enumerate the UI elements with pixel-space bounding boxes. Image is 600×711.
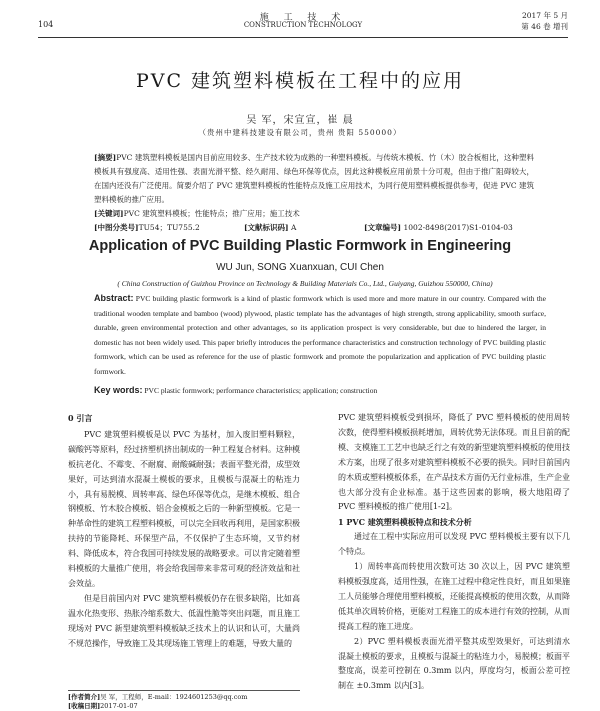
footnote-date-label: [收稿日期]	[68, 702, 101, 710]
article-number-label: [文章编号]	[364, 223, 402, 232]
section-1-heading: 1 PVC 建筑塑料模板特点和技术分析	[338, 517, 472, 528]
chinese-title: PVC 建筑塑料模板在工程中的应用	[135, 70, 465, 92]
english-keywords	[94, 385, 546, 395]
class-number-label: [中图分类号]	[94, 223, 139, 232]
english-abstract-label: Abstract:	[94, 293, 134, 303]
section-1-paragraph-1: 通过在工程中实际应用可以发现 PVC 塑料模板主要有以下几个特点。	[338, 532, 570, 557]
section-1-paragraph-3: 2）PVC 塑料模板表面光滑平整其成型效果好，可达到清水混凝土模板的要求，且模板与混凝土的粘连力小，易脱模；板面平整度高，误差可控制在 0.3mm 以内，厚度均匀，板面公差可控制在 ±0.3mm 以内[3]。	[338, 636, 570, 691]
chinese-keywords-label: [关键词]	[94, 209, 124, 218]
footnote	[68, 690, 300, 711]
chinese-authors: 吴 军，宋宣宣，崔 晨	[246, 115, 354, 126]
english-keywords-text: PVC plastic formwork; performance characteristics; application; construction	[144, 386, 378, 395]
issue-volume: 第 46 卷 增刊	[521, 22, 568, 31]
english-abstract-text: PVC building plastic formwork is a kind of plastic formwork which is used more and more mature in our country. Compared with the traditional wooden template and bamboo (wood) plywood, plastic template has the advantages of high strength, strong applicability, smooth surface, durable, green environmental protection and other advantages, so its application prospect is very considerable, but due to hindered the larger, in domestic has not been widely used. This paper briefly introduces the performance characteristics and construction technology of PVC building plastic formwork, which can be used as reference for the use of plastic formwork and promote the popularization and application of PVC building plastic formwork.	[94, 294, 547, 376]
footnote-author-label: [作者简介]	[68, 693, 101, 701]
section-0-heading: 0 引言	[68, 413, 93, 423]
journal-title-cn: 施 工 技 术	[259, 13, 347, 23]
class-number-value: TU54；TU755.2	[138, 223, 200, 232]
journal-title-en: CONSTRUCTION TECHNOLOGY	[243, 21, 363, 29]
header-rule	[38, 37, 568, 38]
doc-code-value: A	[291, 223, 297, 232]
body-right-column	[338, 411, 570, 694]
page-number: 104	[38, 20, 54, 29]
chinese-abstract	[94, 151, 534, 207]
english-authors: WU Jun, SONG Xuanxuan, CUI Chen	[216, 262, 384, 273]
running-header	[38, 8, 568, 38]
chinese-keywords-text: PVC 建筑塑料模板；性能特点；推广应用；施工技术	[123, 209, 300, 218]
chinese-abstract-label: [摘要]	[94, 153, 117, 162]
article-number-value: 1002-8498(2017)S1-0104-03	[403, 223, 513, 232]
section-1-paragraph-2: 1）周转率高而转使用次数可达 30 次以上，因 PVC 建筑塑料模板强度高，适用性强，在施工过程中稳定性良好，而且如果施工人员能够合理使用塑料模板，还能提高模板的使用次数，从而降低其单次周转价格，更能对工程施工的成本进行有效的控制，从而提高工程的施工进度。	[338, 562, 570, 631]
chinese-abstract-text: PVC 建筑塑料模板是国内目前应用较多、生产技术较为成熟的一种塑料模板。与传统木模板、竹（木）胶合板相比，这种塑料模板具有强度高、适用性强、表面光滑平整、经久耐用、绿色环保等优点，因此这种模板应用前景十分可观，但由于推广阻碍较大，在国内还没有广泛使用。简要介绍了 PVC 建筑塑料模板的性能特点及施工应用技术，为同行使用塑料模板提供参考，促进 PVC 建筑塑料模板的推广应用。	[94, 153, 534, 204]
intro-paragraph-3: PVC 建筑塑料模板受到损坏，降低了 PVC 塑料模板的使用周转次数，使得塑料模板损耗增加，周转优势无法体现。而且目前的配模、支模施工工艺中也缺乏行之有效的新型建筑塑料模板的使用技术方案，出现了很多对建筑塑料模板不必要的损失。同时目前国内的木质或塑料模板体系，在产品技术方面仍无行业标准，生产企业也大部分没有企业标准。基于这些因素的影响，极大地阻碍了 PVC 塑料模板的推广使用[1-2]。	[338, 413, 570, 512]
doc-code-label: [文献标识码]	[244, 223, 289, 232]
classification-line	[94, 222, 534, 233]
footnote-date: 2017-01-07	[100, 702, 138, 710]
english-abstract	[94, 291, 546, 380]
chinese-affiliation: （贵州中建科技建设有限公司，贵州 贵阳 550000）	[198, 128, 402, 137]
intro-paragraph-2: 但是目前国内对 PVC 建筑塑料模板仍存在很多缺陷，比如高温水化热变形、热胀冷缩系数大、低温性脆等突出问题，而且施工现场对 PVC 新型建筑塑料模板缺乏技术上的认识和认可，大量尚不规范操作，导致施工及其现场施工管理上的难题，导致大量的	[68, 593, 300, 648]
english-title: Application of PVC Building Plastic Formwork in Engineering	[88, 238, 512, 254]
english-affiliation: ( China Construction of Guizhou Province on Technology & Building Materials Co., Ltd., Guiyang, Guizhou 550000, China)	[117, 279, 493, 288]
body-left-column	[68, 411, 300, 652]
english-keywords-label: Key words:	[94, 385, 143, 395]
footnote-author-text: 吴 军，工程师，E-mail：1924601253@qq.com	[100, 693, 248, 701]
chinese-keywords	[94, 208, 534, 219]
issue-date: 2017 年 5 月	[521, 11, 568, 20]
issue-info	[521, 10, 568, 32]
intro-paragraph-1: PVC 建筑塑料模板是以 PVC 为基材，加入废旧塑料颗粒，碳酸钙等原料，经过挤塑机挤出制成的一种工程复合材料。这种模板抗老化、不霉变、不耐腐、耐酸碱耐强；表面平整光滑，成型效果好，可达到清水混凝土模板的要求，且模板与混凝土的粘连力小，具有易脱模、周转率高、绿色环保等优点，是继木模板、组合钢模板、竹木胶合模板、铝合金模板之后的一种新型模板。它是一种革命性的建筑工程塑料模板，可以完全回收再利用，是国家积极扶持的节能降耗、环保型产品，不仅保护了生态环境，又节约材料、降低成本，符合我国可持续发展的战略要求。可以肯定随着塑料模板的大量推广使用，将会给我国带来非常可观的经济效益和社会效益。	[68, 429, 300, 588]
